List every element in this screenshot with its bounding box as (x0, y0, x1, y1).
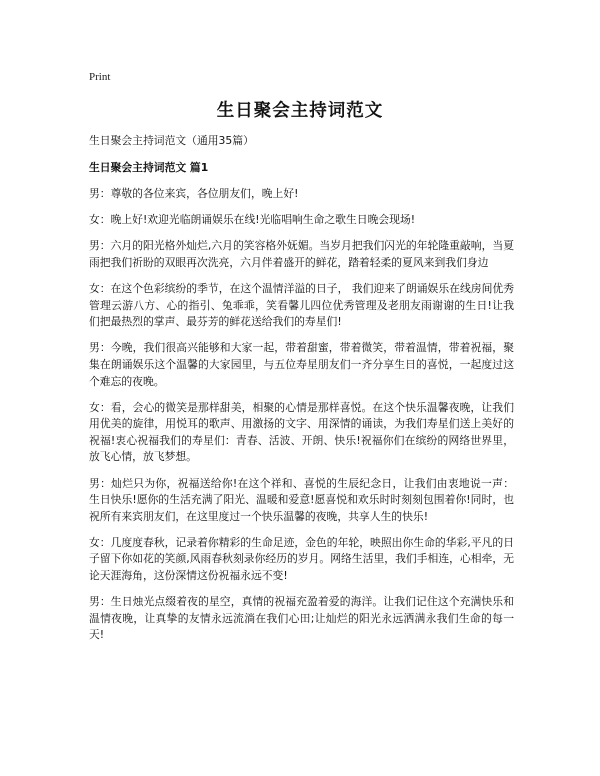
paragraph: 女：在这个色彩缤纷的季节，在这个温情洋溢的日子， 我们迎来了朗诵娱乐在线房间优秀管理云游八方、心的指引、兔乖乖，笑看馨儿四位优秀管理及老朋友雨谢谢的生日!让我们把最热烈的掌声、最芬芳的鲜花送给我们的寿星们! (89, 282, 514, 329)
paragraph: 男：六月的阳光格外灿烂,六月的笑容格外妩媚。当岁月把我们闪光的年轮隆重敲响，当夏雨把我们祈盼的双眼再次洗亮，六月伴着盛开的鲜花，踏着轻柔的夏风来到我们身边 (89, 239, 514, 269)
paragraph: 男：生日烛光点缀着夜的星空，真情的祝福充盈着爱的海洋。让我们记住这个充满快乐和温情夜晚，让真挚的友情永远流淌在我们心田;让灿烂的阳光永远洒满永我们生命的每一天! (89, 595, 514, 642)
document-body (89, 133, 514, 653)
paragraph: 男：灿烂只为你，祝福送给你!在这个祥和、喜悦的生辰纪念日，让我们由衷地说一声：生日快乐!愿你的生活充满了阳光、温暖和爱意!愿喜悦和欢乐时时刻刻包围着你!同时，也祝所有来宾朋友们，在这里度过一个快乐温馨的夜晚，共享人生的快乐! (89, 476, 514, 523)
paragraph: 女：看，会心的微笑是那样甜美，相聚的心情是那样喜悦。在这个快乐温馨夜晚，让我们用优美的旋律，用悦耳的歌声、用激扬的文字、用深情的诵读，为我们寿星们送上美好的祝福!衷心祝福我们的寿星们：青春、活波、开朗、快乐!祝福你们在缤纷的网络世界里，放飞心情，放飞梦想。 (89, 400, 514, 464)
paragraph: 男：今晚，我们很高兴能够和大家一起，带着甜蜜，带着微笑，带着温情，带着祝福，聚集在朗诵娱乐这个温馨的大家园里，与五位寿星朋友们一齐分享生日的喜悦，一起度过这个难忘的夜晚。 (89, 341, 514, 388)
document-subtitle: 生日聚会主持词范文（通用35篇） (89, 134, 254, 147)
paragraph: 女：几度度春秋，记录着你精彩的生命足迹，金色的年轮，映照出你生命的华彩,平凡的日子留下你如花的笑颜,风雨春秋刻录你经历的岁月。网络生活里，我们手相连，心相牵，无论天涯海角，这份深情这份祝福永远不变! (89, 535, 514, 582)
paragraph: 女：晚上好!欢迎光临朗诵娱乐在线!光临唱响生命之歌生日晚会现场! (89, 213, 416, 227)
print-link[interactable]: Print (89, 71, 111, 83)
paragraph: 男：尊敬的各位来宾，各位朋友们，晚上好! (89, 187, 299, 201)
section-heading: 生日聚会主持词范文 篇1 (89, 160, 209, 174)
page-title: 生日聚会主持词范文 (216, 101, 384, 121)
